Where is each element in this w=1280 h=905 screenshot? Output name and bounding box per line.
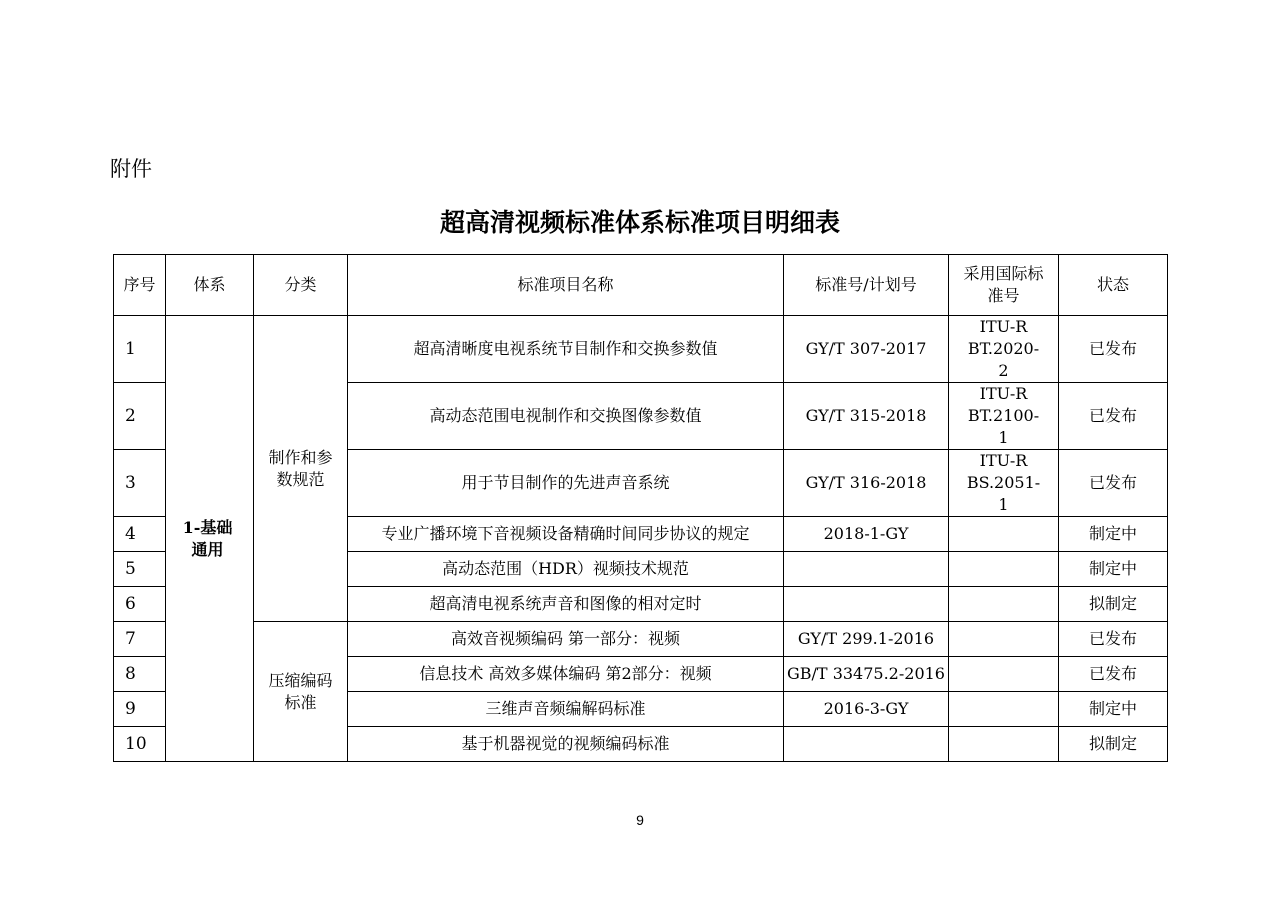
header-status: 状态 xyxy=(1059,255,1168,316)
row-code: GY/T 307-2017 xyxy=(784,316,949,383)
row-no: 4 xyxy=(114,517,166,552)
row-code: 2018-1-GY xyxy=(784,517,949,552)
row-name: 三维声音频编解码标准 xyxy=(348,692,784,727)
row-code: GY/T 315-2018 xyxy=(784,383,949,450)
row-intl xyxy=(949,552,1059,587)
row-no: 7 xyxy=(114,622,166,657)
row-intl xyxy=(949,657,1059,692)
row-status: 已发布 xyxy=(1059,316,1168,383)
row-code xyxy=(784,552,949,587)
row-intl xyxy=(949,692,1059,727)
row-intl: ITU-R BS.2051-1 xyxy=(949,450,1059,517)
row-intl: ITU-R BT.2020-2 xyxy=(949,316,1059,383)
row-name: 超高清晰度电视系统节目制作和交换参数值 xyxy=(348,316,784,383)
row-code: GY/T 299.1-2016 xyxy=(784,622,949,657)
row-intl xyxy=(949,622,1059,657)
row-status: 制定中 xyxy=(1059,692,1168,727)
row-intl: ITU-R BT.2100-1 xyxy=(949,383,1059,450)
row-intl xyxy=(949,727,1059,762)
header-category: 分类 xyxy=(254,255,348,316)
row-status: 已发布 xyxy=(1059,450,1168,517)
row-status: 已发布 xyxy=(1059,622,1168,657)
row-code xyxy=(784,727,949,762)
row-name: 超高清电视系统声音和图像的相对定时 xyxy=(348,587,784,622)
row-status: 已发布 xyxy=(1059,383,1168,450)
row-code xyxy=(784,587,949,622)
row-intl xyxy=(949,587,1059,622)
row-status: 已发布 xyxy=(1059,657,1168,692)
category-cell: 压缩编码标准 xyxy=(254,622,348,762)
header-code: 标准号/计划号 xyxy=(784,255,949,316)
category-cell: 制作和参数规范 xyxy=(254,316,348,622)
table-row xyxy=(114,316,1168,383)
row-no: 9 xyxy=(114,692,166,727)
row-status: 制定中 xyxy=(1059,517,1168,552)
header-intl: 采用国际标准号 xyxy=(949,255,1059,316)
row-code: 2016-3-GY xyxy=(784,692,949,727)
row-status: 制定中 xyxy=(1059,552,1168,587)
row-code: GY/T 316-2018 xyxy=(784,450,949,517)
row-no: 10 xyxy=(114,727,166,762)
page-number: 9 xyxy=(636,812,644,828)
row-name: 专业广播环境下音视频设备精确时间同步协议的规定 xyxy=(348,517,784,552)
header-name: 标准项目名称 xyxy=(348,255,784,316)
table-title: 超高清视频标准体系标准项目明细表 xyxy=(439,208,840,237)
row-status: 拟制定 xyxy=(1059,727,1168,762)
row-name: 信息技术 高效多媒体编码 第2部分：视频 xyxy=(348,657,784,692)
row-no: 5 xyxy=(114,552,166,587)
attachment-label: 附件 xyxy=(110,157,152,181)
row-intl xyxy=(949,517,1059,552)
header-row xyxy=(114,255,1168,316)
row-name: 基于机器视觉的视频编码标准 xyxy=(348,727,784,762)
header-system: 体系 xyxy=(166,255,254,316)
row-no: 3 xyxy=(114,450,166,517)
row-name: 高动态范围（HDR）视频技术规范 xyxy=(348,552,784,587)
row-name: 用于节目制作的先进声音系统 xyxy=(348,450,784,517)
row-no: 8 xyxy=(114,657,166,692)
system-cell: 1-基础通用 xyxy=(166,316,254,762)
row-name: 高动态范围电视制作和交换图像参数值 xyxy=(348,383,784,450)
header-no: 序号 xyxy=(114,255,166,316)
row-name: 高效音视频编码 第一部分：视频 xyxy=(348,622,784,657)
row-no: 1 xyxy=(114,316,166,383)
row-no: 6 xyxy=(114,587,166,622)
standards-table xyxy=(113,254,1168,762)
row-no: 2 xyxy=(114,383,166,450)
table-row xyxy=(114,622,1168,657)
row-status: 拟制定 xyxy=(1059,587,1168,622)
row-code: GB/T 33475.2-2016 xyxy=(784,657,949,692)
